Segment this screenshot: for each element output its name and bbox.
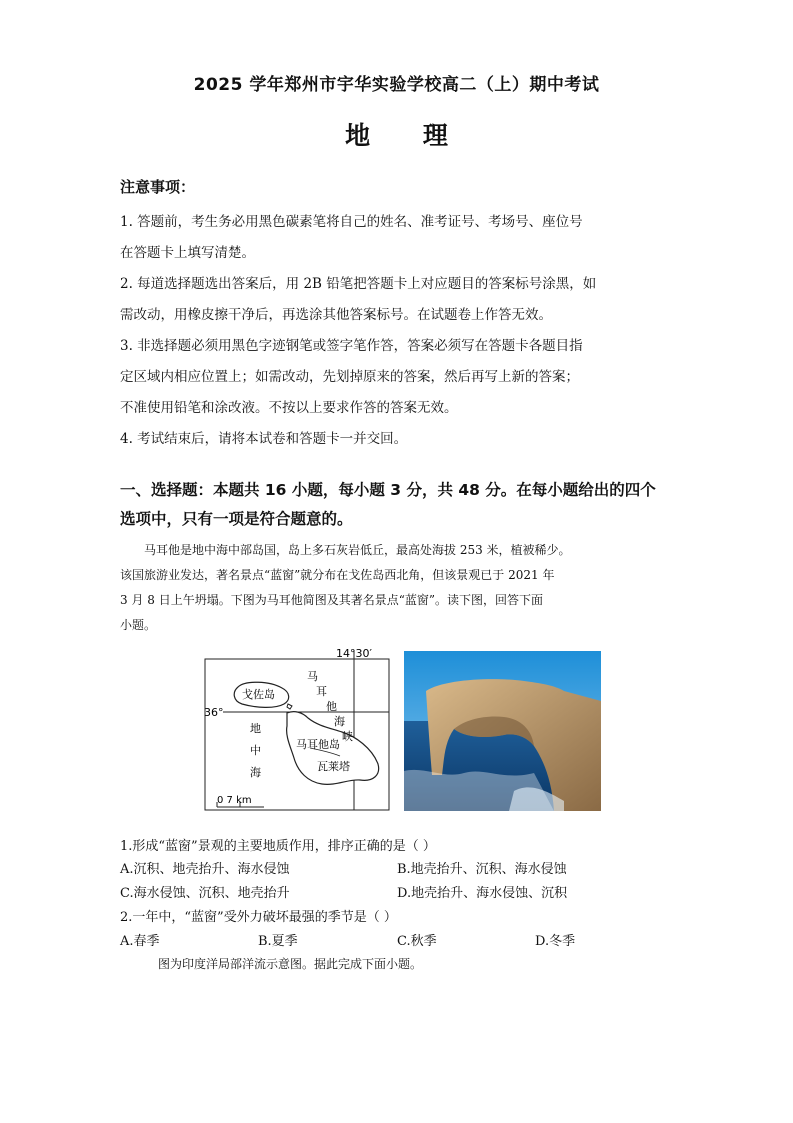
notice-line: 2. 每道选择题选出答案后，用 2B 铅笔把答题卡上对应题目的答案标号涂黑，如 (120, 276, 597, 292)
malta-map (190, 640, 400, 820)
notice-line: 定区域内相应位置上；如需改动，先划掉原来的答案，然后再写上新的答案； (120, 369, 579, 385)
comino-island (287, 704, 292, 709)
passage-line: 小题。 (120, 618, 157, 632)
q2-option-c: C.秋季 (397, 934, 437, 949)
q1-option-b: B.地壳抬升、沉积、海水侵蚀 (397, 862, 567, 877)
q1-option-a: A.沉积、地壳抬升、海水侵蚀 (120, 862, 290, 877)
sea-char: 海 (250, 766, 261, 779)
notice-line: 1. 答题前，考生务必用黑色碳素笔将自己的姓名、准考证号、考场号、座位号 (120, 214, 583, 230)
notice-line: 需改动，用橡皮擦干净后，再选涂其他答案标号。在试题卷上作答无效。 (120, 307, 552, 323)
notice-line: 不准使用铅笔和涂改液。不按以上要求作答的答案无效。 (120, 400, 458, 416)
notice-line: 3. 非选择题必须用黑色字迹钢笔或签字笔作答，答案必须写在答题卡各题目指 (120, 338, 583, 354)
gozo-label: 戈佐岛 (242, 688, 275, 701)
subject-title: 地 理 (345, 121, 470, 150)
section-heading-line2: 选项中，只有一项是符合题意的。 (120, 510, 353, 528)
question-1-stem: 1.形成“蓝窗”景观的主要地质作用，排序正确的是（ ） (120, 839, 436, 854)
q1-option-d: D.地壳抬升、海水侵蚀、沉积 (397, 886, 568, 901)
exam-title: 2025 学年郑州市宇华实验学校高二（上）期中考试 (193, 75, 600, 95)
q1-option-c: C.海水侵蚀、沉积、地壳抬升 (120, 886, 290, 901)
scale-label: 0 7 km (217, 795, 252, 806)
strait-char: 峡 (342, 730, 353, 743)
sea-char: 中 (250, 744, 261, 757)
passage-line: 3 月 8 日上午坍塌。下图为马耳他简图及其著名景点“蓝窗”。读下图，回答下面 (120, 593, 543, 607)
q2-option-a: A.春季 (120, 934, 160, 949)
passage-line: 该国旅游业发达，著名景点“蓝窗”就分布在戈佐岛西北角，但该景观已于 2021 年 (120, 568, 555, 582)
notice-line: 在答题卡上填写清楚。 (120, 245, 255, 261)
q2-option-b: B.夏季 (258, 934, 298, 949)
malta-island-label: 马耳他岛 (296, 738, 340, 751)
question-2-stem: 2.一年中，“蓝窗”受外力破坏最强的季节是（ ） (120, 910, 397, 925)
valletta-label: 瓦莱塔 (317, 760, 350, 773)
strait-char: 马 (307, 670, 318, 683)
strait-char: 他 (326, 700, 337, 713)
section-heading (120, 476, 680, 534)
azure-window-photo (404, 651, 601, 811)
sea-char: 地 (250, 722, 261, 735)
passage-line: 马耳他是地中海中部岛国，岛上多石灰岩低丘，最高处海拔 253 米，植被稀少。 (144, 543, 571, 557)
latitude-label: 36° (204, 706, 224, 719)
notice-line: 4. 考试结束后，请将本试卷和答题卡一并交回。 (120, 431, 408, 447)
q2-option-d: D.冬季 (535, 934, 576, 949)
strait-char: 海 (334, 715, 345, 728)
notice-heading: 注意事项： (120, 178, 196, 196)
longitude-label: 14°30′ (336, 647, 372, 660)
passage-2: 图为印度洋局部洋流示意图。据此完成下面小题。 (158, 957, 423, 971)
strait-char: 耳 (316, 685, 327, 698)
section-heading-line1: 一、选择题：本题共 16 小题，每小题 3 分，共 48 分。在每小题给出的四个 (120, 481, 656, 499)
